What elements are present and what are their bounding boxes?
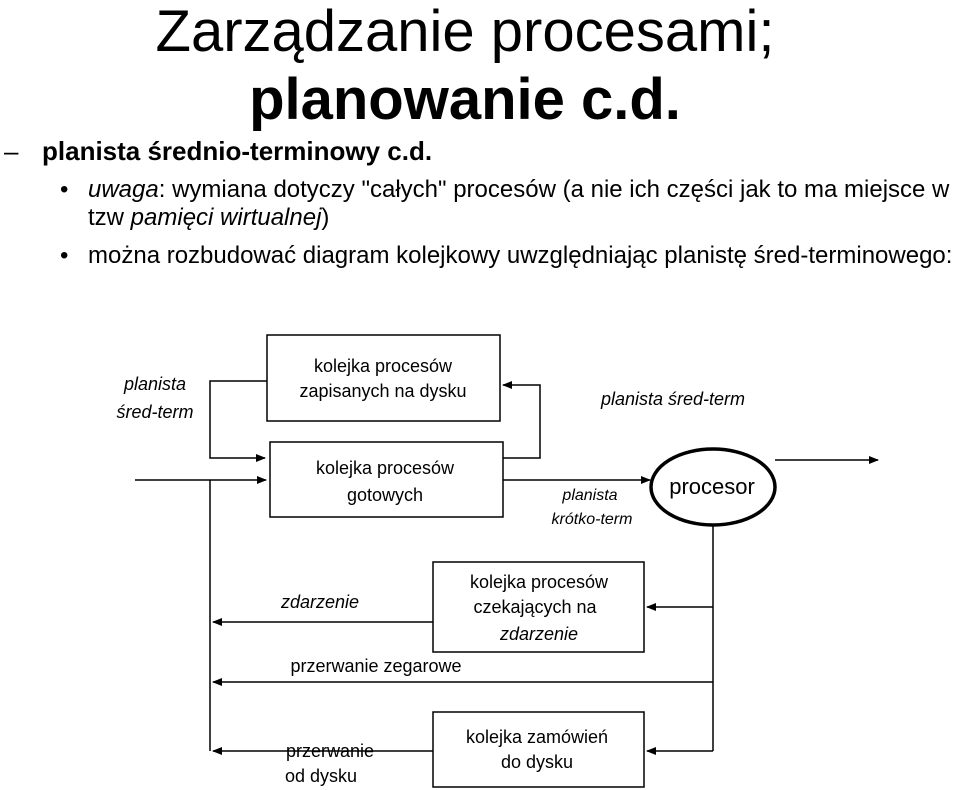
dash-marker: –: [4, 136, 19, 166]
left-scheduler-label-1: planista: [123, 374, 187, 394]
bullet1-uwaga: uwaga: [88, 176, 159, 203]
disk-req-queue-box: [433, 712, 644, 787]
disk-queue-label-1: kolejka procesów: [313, 356, 453, 376]
disk-interrupt-label-1: przerwanie: [285, 741, 375, 761]
short-term-label-1: planista: [562, 487, 618, 504]
wait-queue-label-3: zdarzenie: [499, 624, 579, 644]
event-label: zdarzenie: [280, 592, 360, 612]
wait-queue-label-1: kolejka procesów: [469, 572, 609, 592]
title-line-1: Zarządzanie procesami;: [155, 0, 775, 64]
processor-label: procesor: [669, 474, 755, 499]
short-term-label-2: krótko-term: [551, 511, 633, 528]
disk-queue-label-2: zapisanych na dysku: [299, 381, 467, 401]
subheading-text: planista średnio-terminowy c.d.: [42, 136, 433, 166]
bullet-dot: •: [60, 176, 69, 203]
disk-req-label-2: do dysku: [500, 752, 574, 772]
bullet1-text: : wymiana dotyczy "całych" procesów (a nie ich części jak to ma miejsce w tzw: [88, 176, 950, 231]
bullet1-term: pamięci wirtualnej: [130, 204, 322, 231]
ready-queue-box: [270, 442, 503, 517]
ready-queue-label-2: gotowych: [346, 485, 424, 505]
disk-req-label-1: kolejka zamówień: [465, 727, 609, 747]
ready-queue-label-1: kolejka procesów: [315, 458, 455, 478]
bullet1-close: ): [321, 204, 330, 231]
title-line-2: planowanie c.d.: [249, 67, 681, 132]
bullet-dot: •: [60, 242, 69, 269]
left-swap-in-path: [210, 381, 267, 458]
disk-interrupt-label-2: od dysku: [284, 766, 358, 786]
timer-interrupt-label: przerwanie zegarowe: [290, 656, 462, 676]
wait-queue-label-2: czekających na: [473, 597, 597, 617]
right-scheduler-label: planista śred-term: [600, 389, 746, 409]
right-swap-out-path: [503, 385, 540, 458]
bullet2-text: można rozbudować diagram kolejkowy uwzględniając planistę śred-terminowego:: [88, 242, 953, 269]
disk-queue-box: [267, 335, 500, 421]
left-scheduler-label-2: śred-term: [116, 402, 194, 422]
